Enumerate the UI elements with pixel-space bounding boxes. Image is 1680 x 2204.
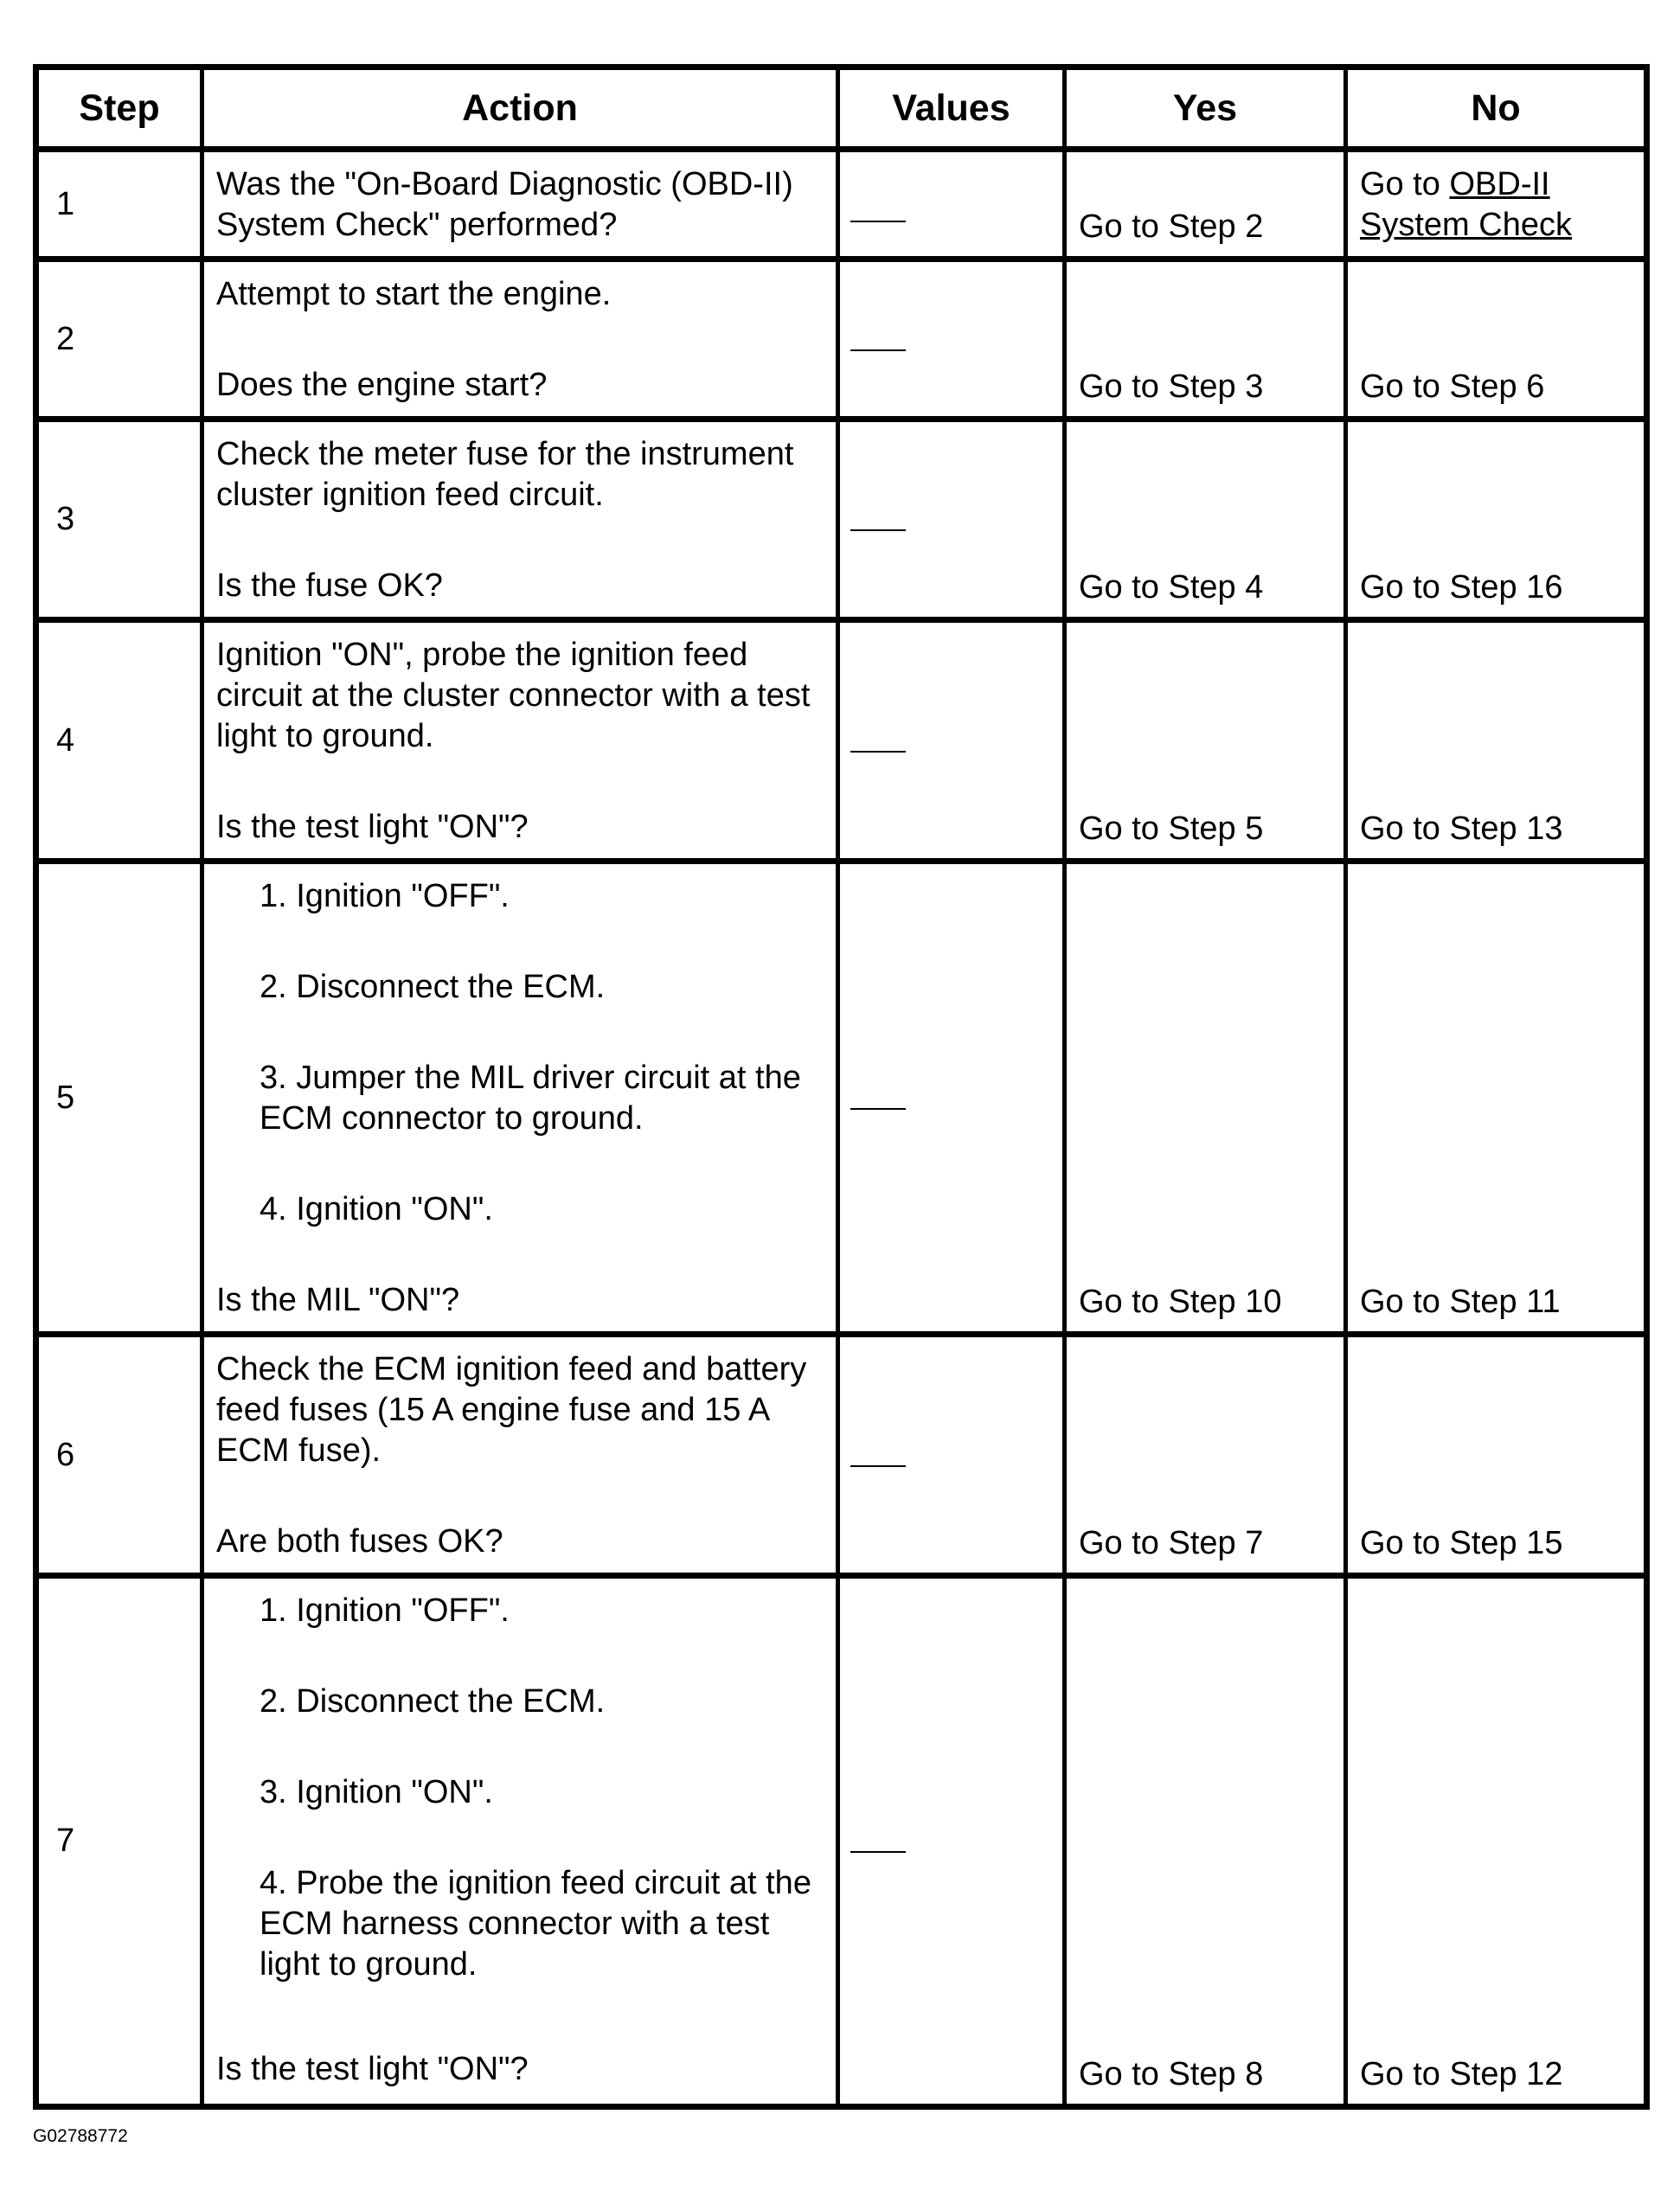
values-cell [838, 862, 1065, 1335]
substep: 2. Disconnect the ECM. [260, 969, 606, 1005]
table-row [36, 1335, 1647, 1576]
substep: 1. Ignition "OFF". [260, 878, 510, 914]
action-cell [202, 1576, 838, 2107]
values-cell [838, 1335, 1065, 1576]
substep: 4. Ignition "ON". [260, 1191, 493, 1227]
step-number: 7 [36, 1576, 202, 2107]
values-cell [838, 150, 1065, 259]
action-text: Attempt to start the engine. [216, 276, 612, 312]
action-text: Was the "On-Board Diagnostic (OBD-II) System Check" performed? [216, 166, 793, 243]
values-dash [850, 1851, 906, 1853]
table-row [36, 862, 1647, 1335]
step-number: 3 [36, 420, 202, 620]
yes-link[interactable]: Go to Step 5 [1065, 620, 1346, 862]
yes-link[interactable]: Go to Step 3 [1065, 259, 1346, 420]
table-row [36, 150, 1647, 259]
no-link[interactable]: Go to Step 6 [1346, 259, 1647, 420]
action-question: Is the MIL "ON"? [216, 1282, 460, 1318]
header-row [36, 67, 1647, 150]
step-number: 1 [36, 150, 202, 259]
no-link[interactable]: Go to Step 12 [1346, 1576, 1647, 2107]
table-row [36, 1576, 1647, 2107]
substep: 3. Jumper the MIL driver circuit at the ECM connector to ground. [260, 1060, 801, 1137]
action-cell [202, 1335, 838, 1576]
values-cell [838, 259, 1065, 420]
action-text: Ignition "ON", probe the ignition feed circuit at the cluster connector with a test light to ground. [216, 637, 811, 754]
substep: 4. Probe the ignition feed circuit at the ECM harness connector with a test light to ground. [260, 1865, 811, 1983]
yes-link[interactable]: Go to Step 2 [1065, 150, 1346, 259]
no-link[interactable]: Go to Step 11 [1346, 862, 1647, 1335]
header-yes: Yes [1065, 67, 1346, 150]
values-cell [838, 1576, 1065, 2107]
figure-id: G02788772 [33, 2126, 128, 2146]
no-link[interactable]: Go to Step 15 [1346, 1335, 1647, 1576]
yes-link[interactable]: Go to Step 8 [1065, 1576, 1346, 2107]
diagnostic-table [33, 64, 1650, 2110]
values-cell [838, 420, 1065, 620]
action-question: Is the test light "ON"? [216, 809, 529, 845]
action-text: Check the ECM ignition feed and battery feed fuses (15 A engine fuse and 15 A ECM fuse). [216, 1351, 807, 1469]
values-dash [850, 1108, 906, 1110]
header-action: Action [202, 67, 838, 150]
values-cell [838, 620, 1065, 862]
substep: 3. Ignition "ON". [260, 1774, 493, 1810]
yes-link[interactable]: Go to Step 7 [1065, 1335, 1346, 1576]
values-dash [850, 751, 906, 753]
yes-link[interactable]: Go to Step 10 [1065, 862, 1346, 1335]
action-question: Is the test light "ON"? [216, 2051, 529, 2087]
header-step: Step [36, 67, 202, 150]
no-link[interactable]: Go to Step 13 [1346, 620, 1647, 862]
action-cell [202, 420, 838, 620]
substep: 2. Disconnect the ECM. [260, 1683, 606, 1720]
table-row [36, 259, 1647, 420]
action-question: Is the fuse OK? [216, 567, 443, 604]
action-cell [202, 620, 838, 862]
step-number: 2 [36, 259, 202, 420]
header-no: No [1346, 67, 1647, 150]
action-cell [202, 862, 838, 1335]
action-question: Does the engine start? [216, 367, 548, 403]
values-dash [850, 529, 906, 531]
obd-ii-system-check-link[interactable]: OBD-II System Check [1360, 166, 1572, 243]
yes-link[interactable]: Go to Step 4 [1065, 420, 1346, 620]
step-number: 6 [36, 1335, 202, 1576]
values-dash [850, 1465, 906, 1467]
action-text: Check the meter fuse for the instrument cluster ignition feed circuit. [216, 436, 794, 513]
action-cell [202, 150, 838, 259]
substep: 1. Ignition "OFF". [260, 1592, 510, 1629]
values-dash [850, 221, 906, 222]
action-cell [202, 259, 838, 420]
table-row [36, 620, 1647, 862]
no-link[interactable]: Go to Step 16 [1346, 420, 1647, 620]
step-number: 5 [36, 862, 202, 1335]
values-dash [850, 349, 906, 351]
table-row [36, 420, 1647, 620]
no-prefix: Go to [1360, 166, 1450, 202]
step-number: 4 [36, 620, 202, 862]
header-values: Values [838, 67, 1065, 150]
action-question: Are both fuses OK? [216, 1523, 503, 1560]
no-cell [1346, 150, 1647, 259]
